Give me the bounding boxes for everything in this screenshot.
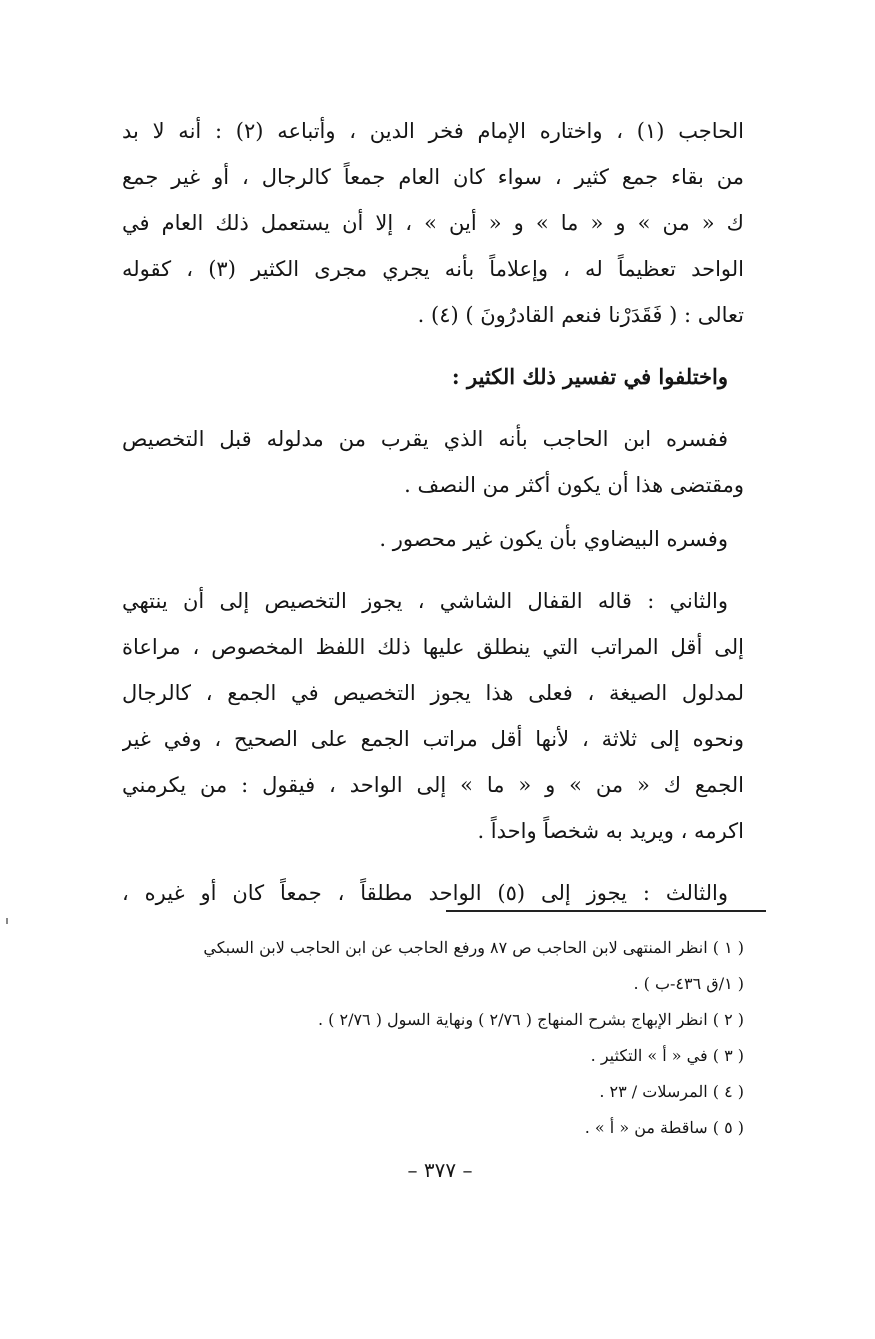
section-heading: واختلفوا في تفسير ذلك الكثير : [451,364,728,389]
footnote: ( ٥ ) ساقطة من « أ » . [584,1118,744,1137]
text-line: وفسره البيضاوي بأن يكون غير محصور . [379,527,728,551]
text-line: والثالث : يجوز إلى (٥) الواحد مطلقاً ، جمعاً كان أو غيره ، [122,881,729,905]
text-line: لمدلول الصيغة ، فعلى هذا يجوز التخصيص في الجمع ، كالرجال [122,681,744,705]
footnote-continuation: ( ١/ق ٤٣٦-ب ) . [633,974,744,993]
page-number: – ٣٧٧ – [407,1158,473,1182]
text-line: الحاجب (١) ، واختاره الإمام فخر الدين ، وأتباعه (٢) : أنه لا بد [122,119,744,143]
scan-mark [6,918,8,924]
footnote: ( ١ ) انظر المنتهى لابن الحاجب ص ٨٧ ورفع الحاجب عن ابن الحاجب لابن السبكي [203,938,744,957]
text-line: ك « من » و « ما » و « أين » ، إلا أن يستعمل ذلك العام في [122,211,744,235]
text-line: من بقاء جمع كثير ، سواء كان العام جمعاً كالرجال ، أو غير جمع [122,165,744,189]
footnote: ( ٣ ) في « أ » التكثير . [590,1046,744,1065]
text-line: ومقتضى هذا أن يكون أكثر من النصف . [404,473,744,497]
text-line: تعالى : ( فَقَدَرْنا فنعم القادرُونَ ) (٤) . [417,303,744,327]
footnote-separator [446,910,766,912]
text-line: ففسره ابن الحاجب بأنه الذي يقرب من مدلوله قبل التخصيص [122,427,728,451]
text-line: اكرمه ، ويريد به شخصاً واحداً . [477,819,744,843]
footnotes [110,930,744,1146]
footnote: ( ٢ ) انظر الإبهاج بشرح المنهاج ( ٢/٧٦ ) ونهاية السول ( ٢/٧٦ ) . [317,1010,744,1029]
footnote: ( ٤ ) المرسلات / ٢٣ . [599,1082,744,1101]
text-line: إلى أقل المراتب التي ينطلق عليها ذلك اللفظ المخصوص ، مراعاة [122,635,744,659]
text-line: الجمع ك « من » و « ما » إلى الواحد ، فيقول : من يكرمني [122,773,744,797]
text-line: ونحوه إلى ثلاثة ، لأنها أقل مراتب الجمع على الصحيح ، وفي غير [122,727,744,751]
text-line: الواحد تعظيماً له ، وإعلاماً بأنه يجري مجرى الكثير (٣) ، كقوله [122,257,744,281]
text-line: والثاني : قاله القفال الشاشي ، يجوز التخصيص إلى أن ينتهي [122,589,728,613]
main-text [122,108,744,916]
